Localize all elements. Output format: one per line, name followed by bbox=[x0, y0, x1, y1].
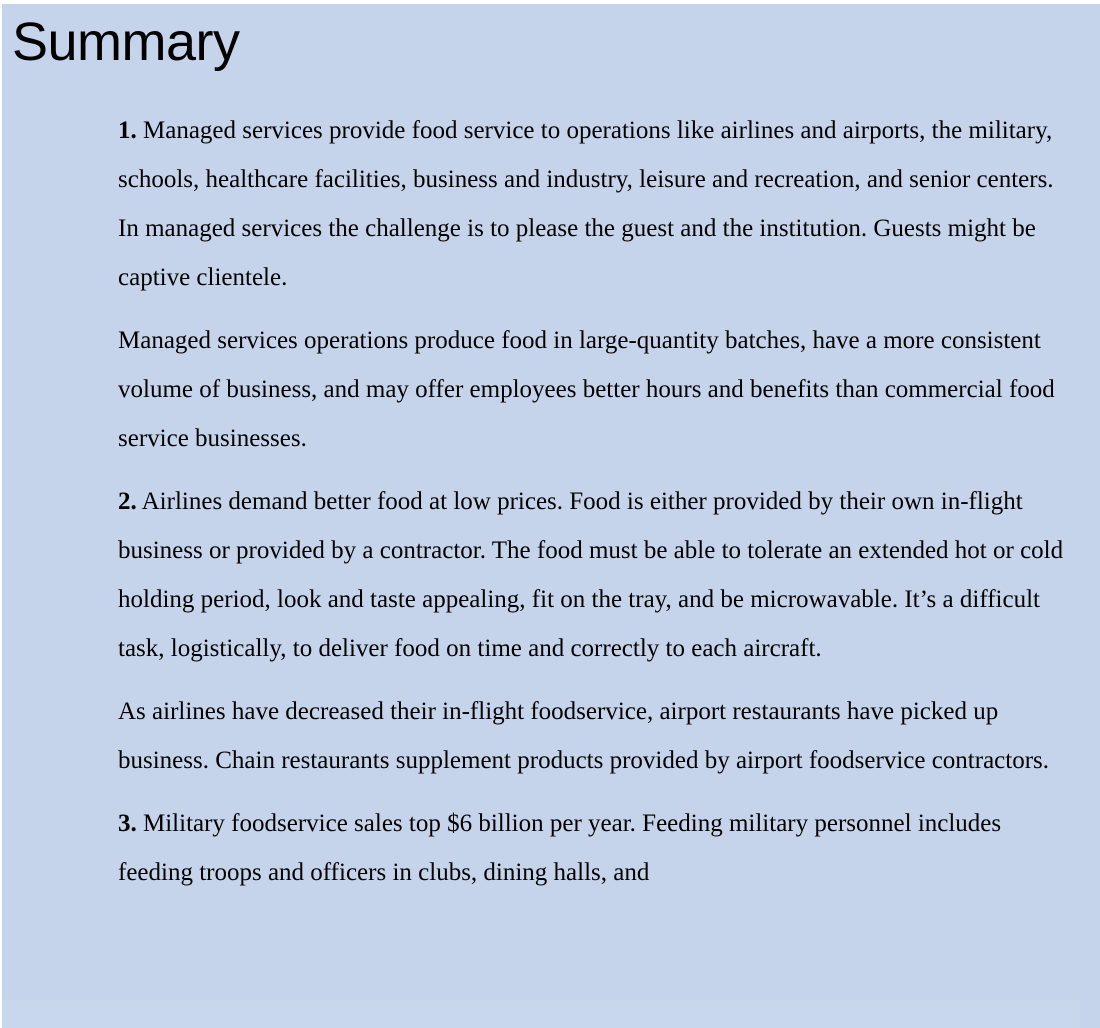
paragraph-number: 1. bbox=[118, 117, 137, 144]
paragraph-text: Airlines demand better food at low prices. Food is either provided by their own in-flight business or provided by a contractor. The food must be able to tolerate an extended hot or cold holding period, look and taste appealing, fit on the tray, and be microwavable. It’s a difficult task, logistically, to deliver food on time and correctly to each aircraft. bbox=[118, 488, 1064, 662]
paragraph-text: Military foodservice sales top $6 billion per year. Feeding military personnel includes feeding troops and officers in clubs, dining halls, and bbox=[118, 810, 1002, 886]
summary-paragraph-5 bbox=[118, 799, 1068, 897]
page-title: Summary bbox=[12, 12, 240, 72]
summary-paragraph-4 bbox=[118, 687, 1068, 785]
bottom-band bbox=[2, 1000, 1080, 1028]
summary-paragraph-3 bbox=[118, 477, 1068, 673]
summary-paragraph-1 bbox=[118, 106, 1068, 302]
paragraph-text: As airlines have decreased their in-flight foodservice, airport restaurants have picked up business. Chain restaurants supplement products provided by airport foodservice contractors. bbox=[118, 698, 1050, 774]
summary-paragraph-2 bbox=[118, 316, 1068, 463]
paragraph-number: 3. bbox=[118, 810, 137, 837]
paragraph-number: 2. bbox=[118, 488, 137, 515]
summary-content bbox=[118, 106, 1068, 911]
paragraph-text: Managed services operations produce food in large-quantity batches, have a more consistent volume of business, and may offer employees better hours and benefits than commercial food service businesses. bbox=[118, 327, 1055, 452]
paragraph-text: Managed services provide food service to operations like airlines and airports, the military, schools, healthcare facilities, business and industry, leisure and recreation, and senior centers. In managed services the challenge is to please the guest and the institution. Guests might be captive clientele. bbox=[118, 117, 1054, 291]
